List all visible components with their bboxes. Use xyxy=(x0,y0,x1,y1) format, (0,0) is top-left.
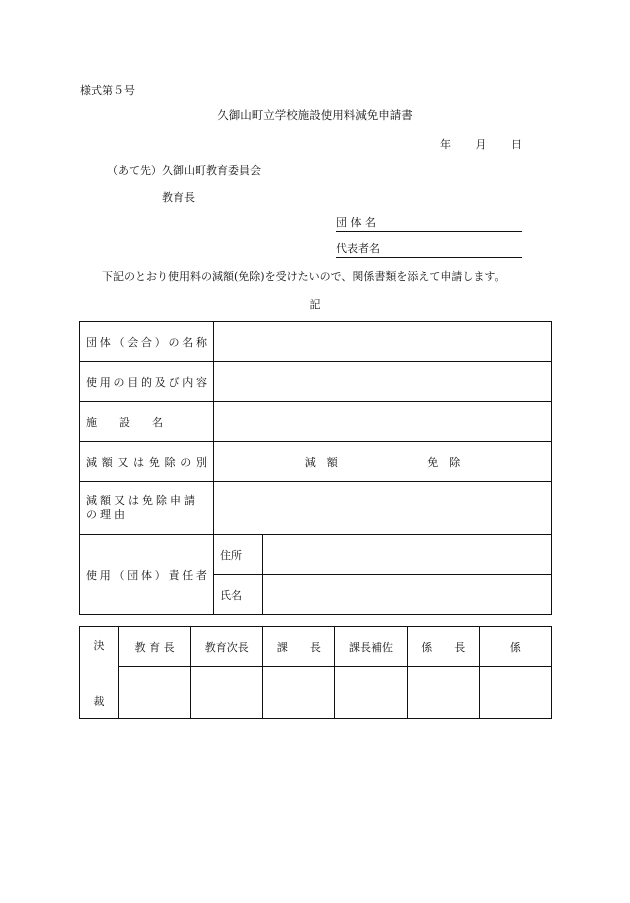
group-name-cell-label: 団体（会合）の名称 xyxy=(80,322,214,362)
table-row xyxy=(80,535,552,575)
facility-name-cell-label: 施 設 名 xyxy=(80,402,214,442)
date-year-label: 年 xyxy=(440,138,451,151)
approval-col-2: 課 長 xyxy=(263,627,335,667)
approval-col-1: 教育次長 xyxy=(191,627,263,667)
stamp-cell[interactable] xyxy=(263,667,335,719)
application-table xyxy=(79,321,552,615)
representative-field[interactable] xyxy=(336,240,522,258)
address-cell[interactable] xyxy=(263,535,552,575)
address-label: 住所 xyxy=(214,535,263,575)
stamp-cell[interactable] xyxy=(479,667,551,719)
addressee-title: 教育長 xyxy=(162,191,195,204)
addressee: （あて先）久御山町教育委員会 xyxy=(107,164,261,177)
table-row xyxy=(80,442,552,482)
table-row xyxy=(80,362,552,402)
responsible-cell-label: 使用（団体）責任者 xyxy=(80,535,214,615)
approval-col-4: 係 長 xyxy=(407,627,479,667)
table-row xyxy=(80,402,552,442)
reason-cell[interactable] xyxy=(214,482,552,535)
name-cell[interactable] xyxy=(263,575,552,615)
stamp-cell[interactable] xyxy=(407,667,479,719)
group-name-field[interactable] xyxy=(336,214,522,232)
reason-cell-label: 減額又は免除申請の理由 xyxy=(80,482,214,535)
kessai-bottom: 裁 xyxy=(93,694,105,708)
option-exemption[interactable]: 免 除 xyxy=(427,455,461,469)
table-row xyxy=(80,322,552,362)
approval-col-5: 係 xyxy=(479,627,551,667)
representative-label: 代表者名 xyxy=(336,242,380,255)
table-row xyxy=(80,482,552,535)
date-line xyxy=(440,136,522,152)
approval-header-row xyxy=(80,627,552,667)
approval-col-3: 課長補佐 xyxy=(335,627,407,667)
stamp-cell[interactable] xyxy=(335,667,407,719)
date-month-label: 月 xyxy=(475,138,487,151)
reduction-type-cell-label: 減額又は免除の別 xyxy=(80,442,214,482)
date-day-label: 日 xyxy=(511,138,522,151)
group-name-cell[interactable] xyxy=(214,322,552,362)
intro-text: 下記のとおり使用料の減額(免除)を受けたいので、関係書類を添えて申請します。 xyxy=(102,270,506,283)
page-title: 久御山町立学校施設使用料減免申請書 xyxy=(217,108,413,122)
group-name-label: 団 体 名 xyxy=(336,216,376,229)
facility-name-cell[interactable] xyxy=(214,402,552,442)
reduction-type-cell[interactable] xyxy=(214,442,552,482)
approval-stamp-row xyxy=(80,667,552,719)
name-label: 氏名 xyxy=(214,575,263,615)
stamp-cell[interactable] xyxy=(191,667,263,719)
approval-table xyxy=(79,626,552,719)
stamp-cell[interactable] xyxy=(119,667,191,719)
purpose-cell-label: 使用の目的及び内容 xyxy=(80,362,214,402)
approval-col-0: 教 育 長 xyxy=(119,627,191,667)
option-reduction[interactable]: 減 額 xyxy=(304,455,338,469)
kessai-top: 決 xyxy=(93,638,105,652)
kessai-cell xyxy=(80,627,119,719)
ki-heading: 記 xyxy=(309,298,321,311)
purpose-cell[interactable] xyxy=(214,362,552,402)
form-number: 様式第５号 xyxy=(80,84,135,97)
